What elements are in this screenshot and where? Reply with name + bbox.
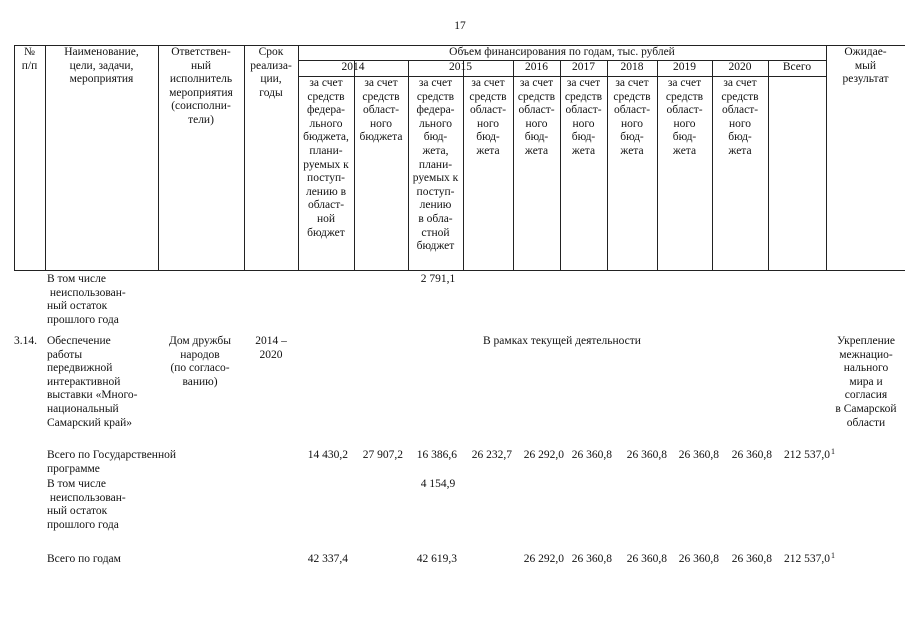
header-result: Ожидае- мый результат (842, 46, 889, 86)
year-2018: 2018 (620, 61, 644, 73)
year-2020: 2020 (728, 61, 752, 73)
year-2016: 2016 (525, 61, 548, 73)
row-3-14-term: 2014 – 2020 (255, 335, 287, 361)
total-years-value: 26 360,8 (731, 553, 772, 565)
row-3-14-result: Укрепление межнацио- нального мира и согласия в Самарской области (835, 335, 897, 429)
year-2015: 2015 (449, 61, 472, 73)
row-3-14-name: Обеспечение работы передвижной интерактивной выставки «Много- национальный Самарский край» (47, 335, 138, 429)
header-financing: Объем финансирования по годам, тыс. рублей (449, 46, 675, 58)
total-program-value: 27 907,2 (362, 449, 403, 461)
remainder-row-1-fed-2015: 2 791,1 (420, 273, 456, 285)
subheader-fed-2014: за счет средств федера- льного бюджета, плани- руемых к поступ- лению в област- ной бюджет (303, 77, 349, 239)
total-program-value: 212 537,0 (784, 449, 830, 461)
total-program-value: 26 232,7 (471, 449, 512, 461)
header-responsible: Ответствен- ный исполнитель мероприятия (соисполни- тели) (169, 46, 233, 126)
total-years-value: 26 292,0 (523, 553, 564, 565)
total-program-value: 26 360,8 (678, 449, 719, 461)
total-program-name: Всего по Государственной программе (47, 449, 177, 475)
subheader-obl-2016: за счет средств област- ного бюд- жета (517, 77, 556, 157)
total-program-value: 26 360,8 (571, 449, 612, 461)
subheader-obl-2017: за счет средств област- ного бюд- жета (564, 77, 603, 157)
year-2014: 2014 (341, 61, 365, 73)
total-program-footnote: 1 (831, 447, 835, 456)
year-total: Всего (782, 61, 812, 73)
row-3-14-num: 3.14. (14, 335, 37, 347)
total-years-value: 26 360,8 (678, 553, 719, 565)
total-years-name: Всего по годам (47, 553, 121, 565)
page-number: 17 (454, 20, 466, 32)
total-years-footnote: 1 (831, 551, 835, 560)
subheader-fed-2015: за счет средств федера- льного бюд- жета, плани- руемых к поступ- лению в обла- стной бюджет (412, 77, 459, 253)
year-2019: 2019 (673, 61, 696, 73)
total-program-value: 26 360,8 (626, 449, 667, 461)
remainder-row-2-fed-2015: 4 154,9 (420, 478, 456, 490)
total-years-value: 42 619,3 (416, 553, 457, 565)
subheader-obl-2018: за счет средств област- ного бюд- жета (613, 77, 651, 157)
header-num: № п/п (21, 46, 38, 72)
total-program-value: 14 430,2 (307, 449, 348, 461)
subheader-obl-2014: за счет средств област- ного бюджета (359, 77, 403, 144)
header-name: Наименование, цели, задачи, мероприятия (64, 46, 139, 86)
subheader-obl-2015: за счет средств област- ного бюд- жета (469, 77, 507, 157)
total-years-value: 212 537,0 (784, 553, 830, 565)
subheader-obl-2020: за счет средств област- ного бюд- жета (721, 77, 759, 157)
row-3-14-financing: В рамках текущей деятельности (483, 335, 641, 347)
header-term: Срок реализа- ции, годы (250, 46, 292, 99)
total-years-value: 26 360,8 (571, 553, 612, 565)
total-program-value: 26 292,0 (523, 449, 564, 461)
remainder-row-1-name: В том числе неиспользован- ный остаток прошлого года (47, 273, 126, 326)
subheader-obl-2019: за счет средств област- ного бюд- жета (665, 77, 704, 157)
total-program-value: 16 386,6 (416, 449, 457, 461)
total-program-value: 26 360,8 (731, 449, 772, 461)
total-years-value: 26 360,8 (626, 553, 667, 565)
year-2017: 2017 (572, 61, 595, 73)
total-years-value: 42 337,4 (307, 553, 348, 565)
row-3-14-responsible: Дом дружбы народов (по согласо- ванию) (169, 335, 231, 388)
remainder-row-2-name: В том числе неиспользован- ный остаток прошлого года (47, 478, 126, 531)
